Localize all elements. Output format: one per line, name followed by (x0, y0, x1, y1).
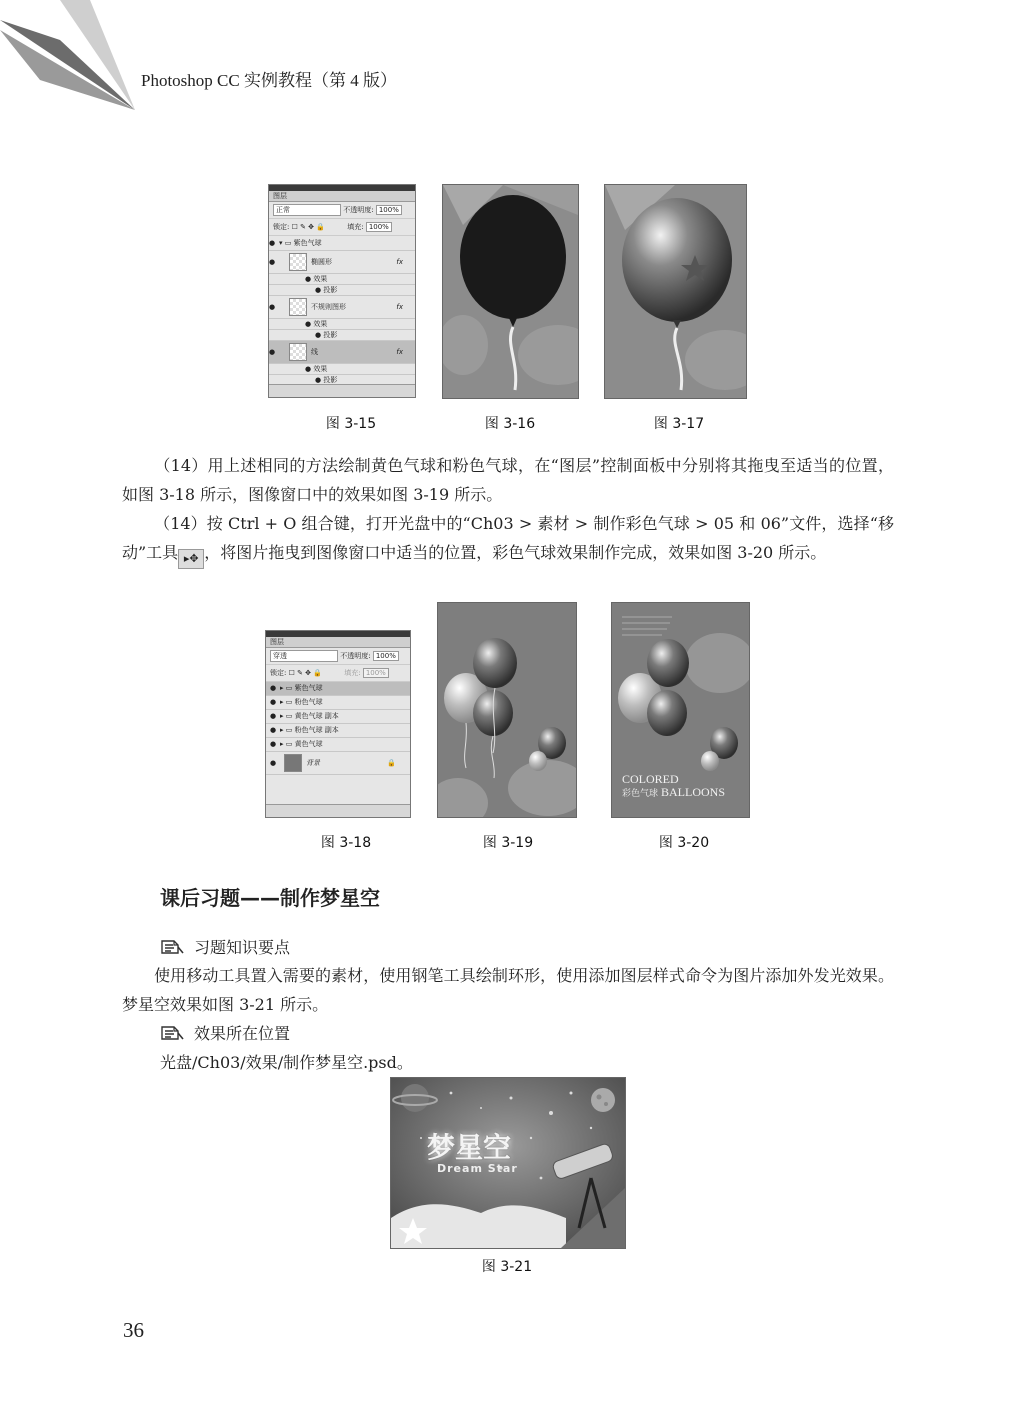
figure-black-balloon (442, 184, 579, 399)
layer-row[interactable] (266, 752, 410, 775)
figure-caption: 图 3-21 (481, 1259, 533, 1275)
layer-row[interactable] (269, 296, 415, 319)
section-heading: 课后习题——制作梦星空 (160, 886, 380, 910)
fx-icon: fx (396, 303, 403, 311)
panel-tab[interactable]: 图层 (270, 638, 284, 646)
layer-thumbnail (289, 253, 307, 271)
layer-name: 黄色气球 (294, 740, 323, 748)
blend-mode-select[interactable]: 穿透 (270, 650, 338, 662)
note-icon (160, 939, 184, 955)
figure-dream-star (390, 1077, 626, 1249)
layer-row-selected[interactable] (269, 341, 415, 364)
layers-panel-3-15 (268, 184, 416, 398)
dream-star-title-cn: 梦星空 (427, 1131, 512, 1164)
balloon-title-text: COLORED 彩色气球 BALLOONS (622, 772, 726, 799)
figure-colored-balloons (611, 602, 750, 818)
layer-thumbnail (284, 754, 302, 772)
figure-caption: 图 3-16 (484, 416, 536, 432)
figure-shaded-balloon (604, 184, 747, 399)
layer-row[interactable]: ● ▸ ▭ 粉色气球 (266, 696, 410, 710)
layer-name: 紫色气球 (293, 239, 322, 247)
opacity-input[interactable]: 100% (376, 205, 402, 215)
effect-row: ● 投影 (269, 285, 415, 296)
layer-name: 粉色气球 副本 (294, 726, 339, 734)
fill-input[interactable]: 100% (366, 222, 392, 232)
dream-star-title-en: Dream Star (437, 1162, 518, 1175)
lock-row: 锁定: ☐ ✎ ✥ 🔒 填充: 100% (269, 219, 415, 236)
fill-input[interactable]: 100% (363, 668, 389, 678)
note-icon (160, 1025, 184, 1041)
lock-label: 锁定: (270, 669, 287, 677)
figure-caption: 图 3-17 (653, 416, 705, 432)
figure-caption: 图 3-18 (320, 835, 372, 851)
layer-row[interactable]: ● ▸ ▭ 黄色气球 副本 (266, 710, 410, 724)
eye-icon[interactable]: ● (270, 712, 277, 720)
layer-name: 线 (311, 348, 318, 356)
eye-icon[interactable]: ● (270, 740, 277, 748)
panel-bottom-toolbar[interactable] (269, 384, 415, 397)
blend-mode-select[interactable]: 正常 (273, 204, 341, 216)
layer-row[interactable]: ● ▾ ▭ 紫色气球 (269, 236, 415, 251)
layer-thumbnail (289, 298, 307, 316)
fx-icon: fx (396, 348, 403, 356)
blend-row (266, 648, 410, 665)
lock-icon: 🔒 (387, 759, 396, 767)
effect-row: ● 投影 (269, 375, 415, 386)
layer-name: 粉色气球 (294, 698, 323, 706)
layer-row[interactable] (269, 251, 415, 274)
eye-icon[interactable]: ● (270, 684, 277, 692)
figure-caption: 图 3-15 (325, 416, 377, 432)
figure-caption: 图 3-20 (658, 835, 710, 851)
file-location: 光盘/Ch03/效果/制作梦星空.psd。 (160, 1053, 413, 1072)
subheading-location: 效果所在位置 (160, 1021, 290, 1044)
corner-decoration (0, 0, 140, 120)
panel-bottom-toolbar[interactable] (266, 804, 410, 817)
paragraph: 使用移动工具置入需要的素材，使用钢笔工具绘制环形，使用添加图层样式命令为图片添加外发光效果。梦星空效果如图 3-21 所示。 (122, 966, 894, 1014)
layer-name: 背景 (306, 759, 320, 767)
layer-name: 椭圆形 (311, 258, 332, 266)
paragraph: （14）用上述相同的方法绘制黄色气球和粉色气球，在“图层”控制面板中分别将其拖曳至适当的位置，如图 3-18 所示，图像窗口中的效果如图 3-19 所示。 (122, 456, 894, 504)
eye-icon[interactable]: ● (269, 239, 276, 247)
eye-icon[interactable]: ● (269, 258, 276, 266)
layer-row[interactable]: ● ▸ ▭ 粉色气球 副本 (266, 724, 410, 738)
eye-icon[interactable]: ● (270, 698, 277, 706)
layer-name: 黄色气球 副本 (294, 712, 339, 720)
opacity-input[interactable]: 100% (373, 651, 399, 661)
eye-icon[interactable]: ● (270, 759, 277, 767)
lock-row: 锁定: ☐ ✎ ✥ 🔒 填充: 100% (266, 665, 410, 682)
subheading-knowledge: 习题知识要点 (160, 935, 290, 958)
layer-name: 不规则图形 (311, 303, 346, 311)
layer-name: 紫色气球 (294, 684, 323, 692)
move-tool-icon: ▸✥ (178, 549, 204, 569)
blend-row (269, 202, 415, 219)
effects-row: ● 效果 (269, 319, 415, 330)
opacity-label: 不透明度: (343, 206, 374, 214)
fill-label: 填充: (347, 223, 364, 231)
eye-icon[interactable]: ● (270, 726, 277, 734)
layer-row-selected[interactable]: ● ▸ ▭ 紫色气球 (266, 682, 410, 696)
page-number: 36 (123, 1318, 144, 1342)
fill-label: 填充: (344, 669, 361, 677)
opacity-label: 不透明度: (340, 652, 371, 660)
effects-row: ● 效果 (269, 274, 415, 285)
layer-thumbnail (289, 343, 307, 361)
lock-label: 锁定: (273, 223, 290, 231)
layers-panel-3-18 (265, 630, 411, 818)
eye-icon[interactable]: ● (269, 348, 276, 356)
figure-balloons (437, 602, 577, 818)
figure-caption: 图 3-19 (482, 835, 534, 851)
running-header-title: Photoshop CC 实例教程（第 4 版） (141, 71, 397, 90)
effect-row: ● 投影 (269, 330, 415, 341)
paragraph: （14）按 Ctrl + O 组合键，打开光盘中的“Ch03 > 素材 > 制作彩色气球 > 05 和 06”文件，选择“移动”工具 ▸✥ ，将图片拖曳到图像窗口中适当的位置，彩色气球效果制作完成，效果如图 3-20 所示。 (122, 509, 894, 569)
effects-row: ● 效果 (269, 364, 415, 375)
layer-row[interactable]: ● ▸ ▭ 黄色气球 (266, 738, 410, 752)
panel-tab[interactable]: 图层 (273, 192, 287, 200)
eye-icon[interactable]: ● (269, 303, 276, 311)
fx-icon: fx (396, 258, 403, 266)
